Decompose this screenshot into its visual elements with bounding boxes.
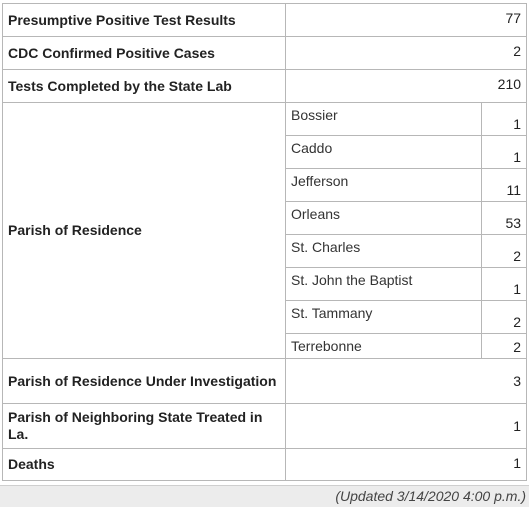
row-label-under-investigation: Parish of Residence Under Investigation	[3, 359, 286, 404]
parish-count: 53	[482, 202, 527, 235]
parish-name: St. John the Baptist	[286, 268, 482, 301]
parish-name: St. Charles	[286, 235, 482, 268]
parish-count: 1	[482, 136, 527, 169]
table-row	[3, 103, 527, 136]
row-label-neighboring-state: Parish of Neighboring State Treated in La.	[3, 404, 286, 449]
row-label-parish-of-residence: Parish of Residence	[3, 103, 286, 359]
table-row	[3, 449, 527, 481]
parish-count: 1	[482, 268, 527, 301]
row-label-tests: Tests Completed by the State Lab	[3, 70, 286, 103]
table-row	[3, 404, 527, 449]
case-summary-table	[2, 3, 527, 481]
parish-count: 1	[482, 103, 527, 136]
parish-count: 2	[482, 334, 527, 359]
parish-name: Bossier	[286, 103, 482, 136]
updated-timestamp: (Updated 3/14/2020 4:00 p.m.)	[0, 485, 529, 507]
row-label-deaths: Deaths	[3, 449, 286, 481]
parish-count: 11	[482, 169, 527, 202]
table-row	[3, 37, 527, 70]
row-value-presumptive: 77	[286, 4, 527, 37]
parish-count: 2	[482, 235, 527, 268]
parish-name: Terrebonne	[286, 334, 482, 359]
table-row	[3, 359, 527, 404]
table-row	[3, 70, 527, 103]
parish-count: 2	[482, 301, 527, 334]
parish-name: St. Tammany	[286, 301, 482, 334]
row-value-under-investigation: 3	[286, 359, 527, 404]
row-value-neighboring-state: 1	[286, 404, 527, 449]
parish-name: Orleans	[286, 202, 482, 235]
row-label-cdc: CDC Confirmed Positive Cases	[3, 37, 286, 70]
row-label-presumptive: Presumptive Positive Test Results	[3, 4, 286, 37]
parish-name: Caddo	[286, 136, 482, 169]
parish-name: Jefferson	[286, 169, 482, 202]
table-row	[3, 4, 527, 37]
row-value-tests: 210	[286, 70, 527, 103]
row-value-deaths: 1	[286, 449, 527, 481]
row-value-cdc: 2	[286, 37, 527, 70]
